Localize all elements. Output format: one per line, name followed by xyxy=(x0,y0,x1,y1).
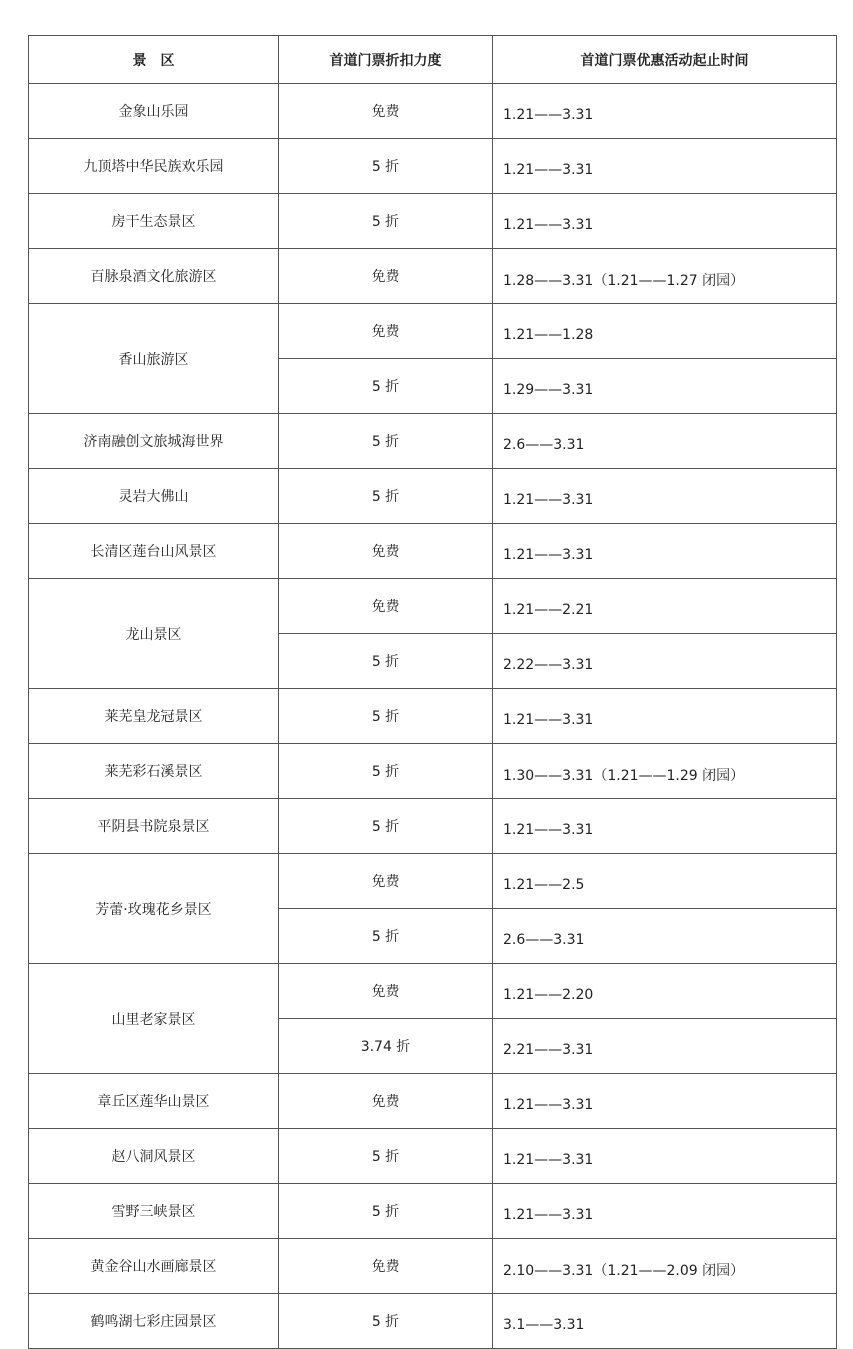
discount-cell: 5 折 xyxy=(279,744,493,799)
table-row xyxy=(29,469,837,524)
discount-cell: 免费 xyxy=(279,964,493,1019)
table-row xyxy=(29,1074,837,1129)
period-cell: 1.21——2.20 xyxy=(493,964,837,1019)
table-row xyxy=(29,139,837,194)
table-row xyxy=(29,744,837,799)
table-row xyxy=(29,84,837,139)
scenic-area-name: 金象山乐园 xyxy=(29,84,279,139)
period-cell: 1.29——3.31 xyxy=(493,359,837,414)
scenic-area-name: 香山旅游区 xyxy=(29,304,279,414)
discount-cell: 5 折 xyxy=(279,414,493,469)
table-row xyxy=(29,689,837,744)
discount-cell: 5 折 xyxy=(279,689,493,744)
scenic-area-name: 章丘区莲华山景区 xyxy=(29,1074,279,1129)
scenic-area-name: 百脉泉酒文化旅游区 xyxy=(29,249,279,304)
scenic-area-name: 济南融创文旅城海世界 xyxy=(29,414,279,469)
scenic-area-name: 长清区莲台山风景区 xyxy=(29,524,279,579)
table-row xyxy=(29,854,837,909)
period-cell: 1.28——3.31（1.21——1.27 闭园） xyxy=(493,249,837,304)
discount-cell: 5 折 xyxy=(279,469,493,524)
scenic-area-name: 龙山景区 xyxy=(29,579,279,689)
discount-cell: 免费 xyxy=(279,579,493,634)
scenic-area-name: 芳蕾·玫瑰花乡景区 xyxy=(29,854,279,964)
table-row xyxy=(29,194,837,249)
scenic-area-name: 房干生态景区 xyxy=(29,194,279,249)
discount-cell: 5 折 xyxy=(279,194,493,249)
discount-cell: 免费 xyxy=(279,524,493,579)
period-cell: 2.6——3.31 xyxy=(493,414,837,469)
discount-cell: 5 折 xyxy=(279,799,493,854)
discount-cell: 5 折 xyxy=(279,1129,493,1184)
scenic-area-name: 莱芜皇龙冠景区 xyxy=(29,689,279,744)
table-row xyxy=(29,964,837,1019)
header-row xyxy=(29,36,837,84)
period-cell: 2.22——3.31 xyxy=(493,634,837,689)
discount-cell: 5 折 xyxy=(279,909,493,964)
period-cell: 1.21——3.31 xyxy=(493,1074,837,1129)
table-row xyxy=(29,799,837,854)
table-row xyxy=(29,1129,837,1184)
table-row xyxy=(29,524,837,579)
period-cell: 1.21——3.31 xyxy=(493,524,837,579)
header-scenic-area: 景 区 xyxy=(29,36,279,84)
period-cell: 1.21——3.31 xyxy=(493,799,837,854)
table-row xyxy=(29,249,837,304)
discount-cell: 免费 xyxy=(279,1074,493,1129)
period-cell: 1.21——3.31 xyxy=(493,1184,837,1239)
header-discount: 首道门票折扣力度 xyxy=(279,36,493,84)
discount-cell: 免费 xyxy=(279,249,493,304)
scenic-discount-table xyxy=(28,35,837,1349)
table-row xyxy=(29,1294,837,1349)
period-cell: 2.6——3.31 xyxy=(493,909,837,964)
scenic-area-name: 赵八洞风景区 xyxy=(29,1129,279,1184)
scenic-area-name: 鹤鸣湖七彩庄园景区 xyxy=(29,1294,279,1349)
period-cell: 1.21——2.21 xyxy=(493,579,837,634)
period-cell: 1.21——3.31 xyxy=(493,1129,837,1184)
period-cell: 2.10——3.31（1.21——2.09 闭园） xyxy=(493,1239,837,1294)
discount-cell: 5 折 xyxy=(279,1184,493,1239)
period-cell: 1.21——2.5 xyxy=(493,854,837,909)
discount-cell: 免费 xyxy=(279,304,493,359)
header-period: 首道门票优惠活动起止时间 xyxy=(493,36,837,84)
discount-cell: 5 折 xyxy=(279,139,493,194)
discount-cell: 5 折 xyxy=(279,1294,493,1349)
table-row xyxy=(29,1184,837,1239)
table-row xyxy=(29,579,837,634)
period-cell: 1.21——1.28 xyxy=(493,304,837,359)
period-cell: 1.21——3.31 xyxy=(493,84,837,139)
period-cell: 2.21——3.31 xyxy=(493,1019,837,1074)
scenic-area-name: 平阴县书院泉景区 xyxy=(29,799,279,854)
table-row xyxy=(29,304,837,359)
scenic-area-name: 山里老家景区 xyxy=(29,964,279,1074)
scenic-area-name: 黄金谷山水画廊景区 xyxy=(29,1239,279,1294)
table-body xyxy=(29,84,837,1349)
scenic-area-name: 九顶塔中华民族欢乐园 xyxy=(29,139,279,194)
discount-cell: 免费 xyxy=(279,854,493,909)
period-cell: 1.21——3.31 xyxy=(493,689,837,744)
discount-cell: 5 折 xyxy=(279,359,493,414)
period-cell: 1.21——3.31 xyxy=(493,194,837,249)
table-row xyxy=(29,1239,837,1294)
discount-cell: 免费 xyxy=(279,1239,493,1294)
period-cell: 1.21——3.31 xyxy=(493,469,837,524)
discount-cell: 3.74 折 xyxy=(279,1019,493,1074)
discount-cell: 5 折 xyxy=(279,634,493,689)
period-cell: 1.21——3.31 xyxy=(493,139,837,194)
scenic-area-name: 莱芜彩石溪景区 xyxy=(29,744,279,799)
period-cell: 3.1——3.31 xyxy=(493,1294,837,1349)
scenic-area-name: 灵岩大佛山 xyxy=(29,469,279,524)
discount-cell: 免费 xyxy=(279,84,493,139)
table-row xyxy=(29,414,837,469)
period-cell: 1.30——3.31（1.21——1.29 闭园） xyxy=(493,744,837,799)
scenic-area-name: 雪野三峡景区 xyxy=(29,1184,279,1239)
